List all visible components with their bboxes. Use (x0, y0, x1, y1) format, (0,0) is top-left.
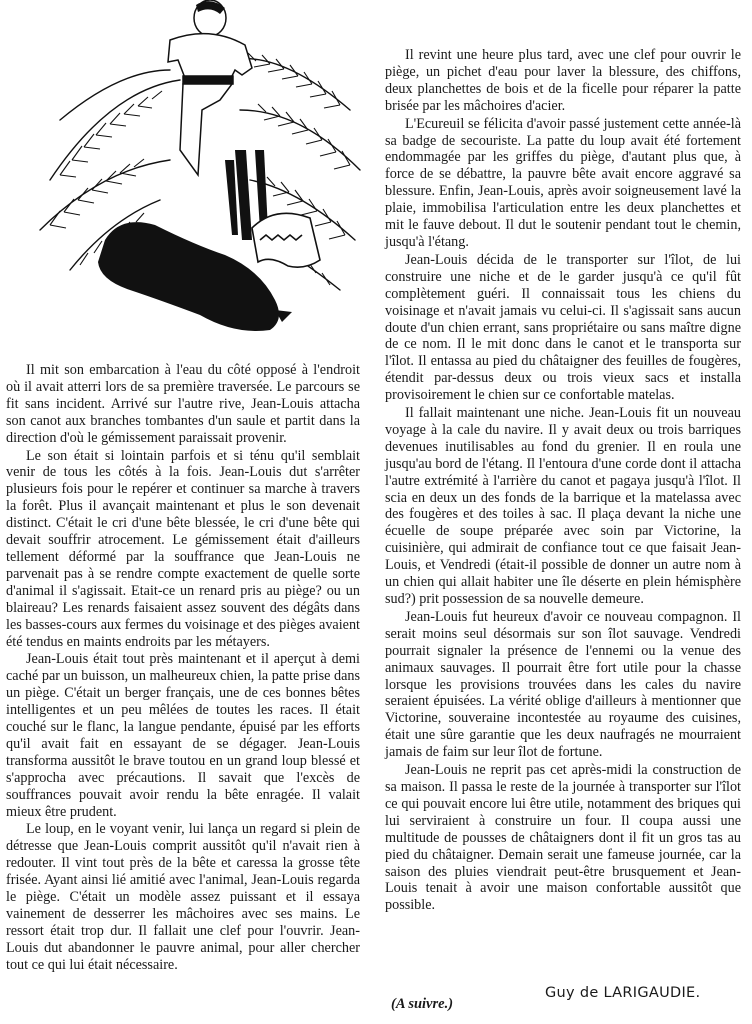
paragraph: Jean-Louis ne reprit pas cet après-midi la construction de sa maison. Il passa le reste de la journée à transporter sur l'îlot ce qui pouvait encore lui être utile, notamment des briques qui lui serviraient à construire un four. Il coupa aussi une multitude de pousses de châtaigners dont il fit un gros tas au pied du châtaigner. Demain serait une fameuse journée, car la saison des pluies viendrait peut-être brusquement et Jean-Louis tenait à avoir une maison confortable aussitôt que possible. (385, 762, 741, 914)
article-left-column (6, 362, 360, 975)
paragraph: Il mit son embarcation à l'eau du côté opposé à l'endroit où il avait atterri lors de sa première traversée. Le parcours se fit sans incident. Arrivé sur l'autre rive, Jean-Louis attacha son canot aux branches tombantes d'un saule et partit dans la direction d'où le gémissement paraissait provenir. (6, 362, 360, 446)
paragraph: Jean-Louis fut heureux d'avoir ce nouveau compagnon. Il serait moins seul désormais sur son îlot sauvage. Vendredi pourrait signaler la présence de l'ennemi ou la venue des animaux sauvages. Il pourrait être fort utile pour la chasse lorsque les provisions trouvées dans les cales du navire seraient épuisées. La vérité oblige d'ailleurs à mentionner que Victorine, souveraine incontestée au royaume des cuisines, était une sûre garantie que les deux naufragés ne mourraient jamais de faim sur leur îlot de fortune. (385, 608, 741, 761)
paragraph: Le loup, en le voyant venir, lui lança un regard si plein de détresse que Jean-Louis comprit aussitôt qu'il n'avait rien à redouter. Il vint tout près de la bête et caressa la grosse tête frisée. Ayant ainsi lié amitié avec l'animal, Jean-Louis regarda le piège. C'était un modèle assez puissant et il essaya vainement de desserrer les mâchoires avec ses mains. Le ressort était trop dur. Il fallait une clef pour l'ouvrir. Jean-Louis dut abandonner le pauvre animal, pour aller chercher tout ce qui lui était nécessaire. (6, 821, 360, 973)
paragraph: Jean-Louis était tout près maintenant et il aperçut à demi caché par un buisson, un malheureux chien, la patte prise dans un piège. C'était un berger français, une de ces bonnes bêtes intelligentes et un peu mêlées de toutes les races. Il était couché sur le flanc, la langue pendante, épuisé par les efforts qu'il avait fait en essayant de se dégager. Jean-Louis transforma aussitôt le brave toutou en un grand loup blessé et s'approcha avec précautions. Il savait que l'excès de souffrances pouvait avoir rendu la bête enragée. Il valait mieux être prudent. (6, 651, 360, 820)
article-right-column (385, 47, 741, 915)
paragraph: Jean-Louis décida de le transporter sur l'îlot, de lui construire une niche et de le garder jusqu'à ce qu'il fût complètement guéri. Il connaissait tous les chiens du voisinage et n'avait jamais vu celui-ci. Il s'agissait sans aucun doute d'un chien errant, sans propriétaire ou sans maître digne de ce nom. Il le mit donc dans le canot et le transporta sur l'îlot. Il entassa au pied du châtaigner des feuilles de fougères, étendit par-dessus deux ou trois vieux sacs et installa provisoirement le chien sur ce confortable matelas. (385, 251, 741, 404)
to-be-continued-note: (A suivre.) (391, 996, 454, 1012)
paragraph: Le son était si lointain parfois et si ténu qu'il semblait venir de tous les côtés à la fois. Jean-Louis dut s'arrêter plusieurs fois pour le repérer et continuer sa marche à travers la forêt. Plus il avançait maintenant et plus le son devenait distinct. C'était le cri d'une bête blessée, le cri d'une bête qui devait souffrir atrocement. Le gémissement était d'ailleurs tellement déformé par la souffrance que Jean-Louis ne parvenait pas à se rendre compte exactement de quelle sorte d'animal il s'agissait. Etait-ce un renard pris au piège? ou un blaireau? Les renards faisaient assez souvent des dégâts dans les basses-cours aux fermes du voisinage et des pièges avaient été tendus en maints endroits par les métayers. (6, 447, 360, 650)
paragraph: L'Ecureuil se félicita d'avoir passé justement cette année-là sa badge de secouriste. La patte du loup avait été fortement endommagée par les griffes du piège, d'autant plus que, à force de se débattre, la pauvre bête avait encore aggravé sa blessure. Enfin, Jean-Louis, après avoir soigneusement lavé la plaie, immobilisa l'articulation entre les deux planchettes et mit le fauve debout. Il dut le soutenir pendant tout le chemin, jusqu'à l'étang. (385, 115, 741, 250)
story-illustration (20, 0, 365, 345)
author-signature: Guy de LARIGAUDIE. (545, 985, 701, 1001)
illustration-boy-ferns-dog-icon (20, 0, 365, 345)
paragraph: Il revint une heure plus tard, avec une clef pour ouvrir le piège, un pichet d'eau pour laver la blessure, des chiffons, deux planchettes de bois et de la ficelle pour réparer la patte brisée par les mâchoires d'acier. (385, 47, 741, 114)
paragraph: Il fallait maintenant une niche. Jean-Louis fit un nouveau voyage à la cale du navire. Il y avait deux ou trois barriques devenues inutilisables au fond du grenier. Il en roula une jusqu'au bord de l'étang. Il l'entoura d'une corde dont il attacha l'autre extrémité à l'arrière du canot et pagaya jusqu'à l'îlot. Il scia en deux un des fonds de la barrique et la matelassa avec des fougères et des toiles à sac. Il plaça devant la niche une écuelle de soupe préparée avec soin par Victorine, la cuisinière, qui admirait de confiance tout ce que faisait Jean-Louis, et Vendredi (était-il possible de donner un autre nom à un chien qui allait habiter une île déserte en plein hémisphère sud?) prit possession de sa nouvelle demeure. (385, 405, 741, 607)
